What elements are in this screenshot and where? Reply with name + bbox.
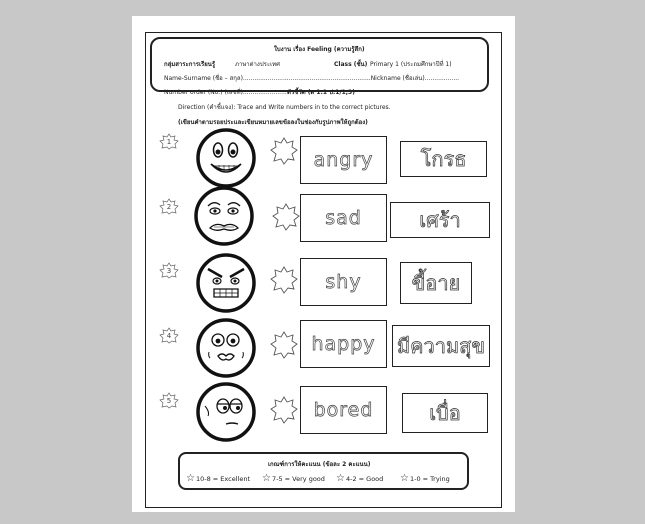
score-level xyxy=(186,473,250,484)
thai-word-box xyxy=(402,393,488,433)
indicator: ตัวชี้วัด (ต 1.1 ป.1/1,3) xyxy=(287,89,355,96)
nervous-face-icon xyxy=(196,318,256,378)
name-line: Name-Surname (ชื่อ – สกุล)...................................................................Nickname (ชื่อเล่น).................. xyxy=(164,75,460,82)
score-level xyxy=(400,473,450,484)
english-word: bored xyxy=(313,399,374,421)
number-burst-icon xyxy=(159,327,179,344)
bored-face-icon xyxy=(196,382,256,442)
thai-word: เบื่อ xyxy=(429,401,461,425)
score-level-text: 10-8 = Excellent xyxy=(195,474,250,483)
angry-face-icon xyxy=(196,253,256,313)
star-outline-icon: ☆ xyxy=(400,473,409,484)
star-burst-icon xyxy=(270,331,298,359)
english-word: sad xyxy=(325,207,362,229)
class-label: Class (ชั้น) xyxy=(334,61,368,68)
star-burst-icon xyxy=(272,203,300,231)
score-level xyxy=(262,473,325,484)
english-word: happy xyxy=(311,333,376,355)
worksheet-title: ใบงาน เรื่อง Feeling (ความรู้สึก) xyxy=(274,46,365,53)
number-burst-icon xyxy=(159,198,179,215)
thai-word: มีความสุข xyxy=(396,334,486,358)
thai-word-box xyxy=(390,202,490,238)
score-level-text: 4-2 = Good xyxy=(345,474,384,483)
subject-label: กลุ่มสาระการเรียนรู้ xyxy=(164,61,216,68)
score-level xyxy=(336,473,383,484)
star-outline-icon: ☆ xyxy=(262,473,271,484)
item-number: 1 xyxy=(166,138,172,146)
thai-word-box xyxy=(400,141,487,177)
star-burst-icon xyxy=(270,266,298,294)
scoring-box xyxy=(178,452,469,490)
english-word-box xyxy=(300,136,387,184)
english-word-box xyxy=(300,258,387,306)
english-word: shy xyxy=(325,271,362,293)
number-line: Number order (No.) (เลขที่)....................... xyxy=(164,89,287,96)
item-number: 2 xyxy=(166,203,172,211)
subject-value: ภาษาต่างประเทศ xyxy=(235,61,280,68)
thai-word-box xyxy=(400,262,472,304)
number-burst-icon xyxy=(159,262,179,279)
star-outline-icon: ☆ xyxy=(186,473,195,484)
score-level-text: 7-5 = Very good xyxy=(271,474,325,483)
scoring-title: เกณฑ์การให้คะแนน (ข้อละ 2 คะแนน) xyxy=(268,461,371,468)
thai-word: เศร้า xyxy=(419,208,461,232)
number-burst-icon xyxy=(159,392,179,409)
class-value: Primary 1 (ประถมศึกษาปีที่ 1) xyxy=(370,61,452,68)
thai-word: ขี้อาย xyxy=(411,271,461,295)
grinning-face-icon xyxy=(196,128,256,188)
english-word-box xyxy=(300,194,387,242)
english-word-box xyxy=(300,386,387,434)
english-word: angry xyxy=(313,149,374,171)
item-number: 3 xyxy=(166,267,172,275)
item-number: 4 xyxy=(166,332,172,340)
worried-face-icon xyxy=(194,186,254,246)
direction-thai: (เขียนคำตามรอยประและเขียนหมายเลขข้อลงในช่องกับรูปภาพให้ถูกต้อง) xyxy=(178,119,368,126)
item-number: 5 xyxy=(166,397,172,405)
thai-word-box xyxy=(392,325,490,367)
star-burst-icon xyxy=(270,396,298,424)
number-burst-icon xyxy=(159,133,179,150)
star-burst-icon xyxy=(270,137,298,165)
star-outline-icon: ☆ xyxy=(336,473,345,484)
direction-english: Direction (คำชี้แจง): Trace and Write numbers in to the correct pictures. xyxy=(178,104,391,111)
english-word-box xyxy=(300,320,387,368)
score-level-text: 1-0 = Trying xyxy=(409,474,450,483)
thai-word: โกรธ xyxy=(420,147,467,171)
